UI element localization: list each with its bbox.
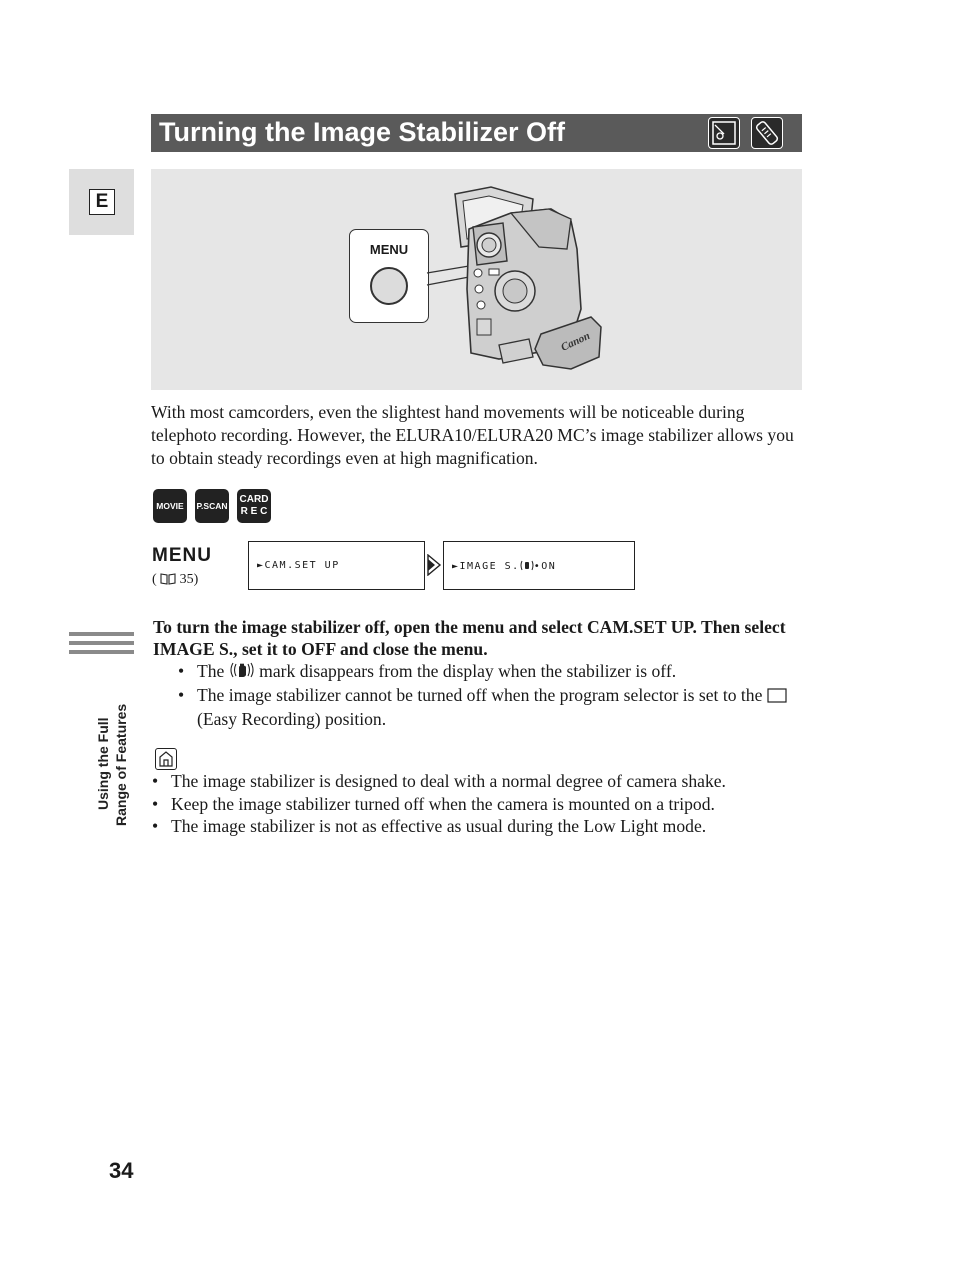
movie-mode-label: MOVIE [156, 501, 184, 511]
notes-list [152, 770, 812, 838]
book-icon [160, 573, 176, 590]
language-letter: E [89, 189, 115, 215]
menu-heading: MENU [152, 545, 212, 566]
card-rec-mode-badge [237, 489, 271, 523]
language-tab [69, 169, 134, 235]
easy-recording-icon [767, 686, 787, 708]
bullet1-post: mark disappears from the display when the stabilizer is off. [259, 661, 677, 681]
pscan-mode-badge [195, 489, 229, 523]
menu-step2-suffix: •ON [533, 561, 557, 572]
section-side-label-line1: Using the Full [95, 717, 111, 810]
stabilizer-hand-icon [229, 661, 255, 684]
menu-screen-step2 [443, 541, 635, 590]
bullet2-post: (Easy Recording) position. [197, 709, 387, 729]
menu-step1-text: ►CAM.SET UP [257, 560, 340, 571]
page-reference [152, 572, 198, 590]
stabilizer-hand-icon [520, 560, 534, 574]
instruction-bullet-2 [178, 684, 793, 730]
menu-step2-line [452, 560, 556, 574]
note-item: • The image stabilizer is not as effective as usual during the Low Light mode. [152, 815, 812, 838]
camcorder-drawing [151, 169, 802, 390]
note-icon [155, 748, 177, 770]
section-title-bar [151, 114, 802, 152]
note-item: • The image stabilizer is designed to deal with a normal degree of camera shake. [152, 770, 812, 793]
movie-mode-badge [153, 489, 187, 523]
page-ref-open: ( [152, 572, 157, 587]
intro-paragraph: With most camcorders, even the slightest hand movements will be noticeable during telephoto recording. However, the ELURA10/ELURA20 MC’s image stabilizer allows you to obtain steady recordings even at high magnification. [151, 402, 794, 468]
menu-step2-prefix: ►IMAGE S. [452, 561, 520, 572]
camera-illustration [151, 169, 802, 390]
bullet1-pre: The [197, 661, 225, 681]
menu-button-label: MENU [369, 242, 409, 257]
next-step-arrow-icon [426, 554, 442, 581]
page-title: Turning the Image Stabilizer Off [159, 117, 566, 147]
remote-control-icon [751, 117, 783, 149]
section-side-label-line2: Range of Features [113, 703, 129, 826]
instruction-bullets [178, 660, 793, 730]
section-marker-lines [69, 632, 134, 659]
card-mode-label: CARD [239, 494, 269, 505]
camera-brand-label: Canon [559, 329, 592, 354]
tape-camera-mode-icon [708, 117, 740, 149]
rec-mode-label: R E C [240, 506, 268, 517]
menu-screen-step1 [248, 541, 425, 590]
page-number: 34 [109, 1158, 134, 1183]
note-item: • Keep the image stabilizer turned off when the camera is mounted on a tripod. [152, 793, 812, 816]
bullet2-pre: The image stabilizer cannot be turned off when the program selector is set to the [197, 685, 763, 705]
section-side-label [94, 704, 130, 826]
page-ref-number: 35) [179, 572, 199, 587]
pscan-mode-label: P.SCAN [196, 501, 228, 511]
instruction-bullet-1 [178, 660, 793, 684]
instruction-text: To turn the image stabilizer off, open the menu and select CAM.SET UP. Then select IMAGE S., set it to OFF and close the menu. [153, 617, 786, 659]
